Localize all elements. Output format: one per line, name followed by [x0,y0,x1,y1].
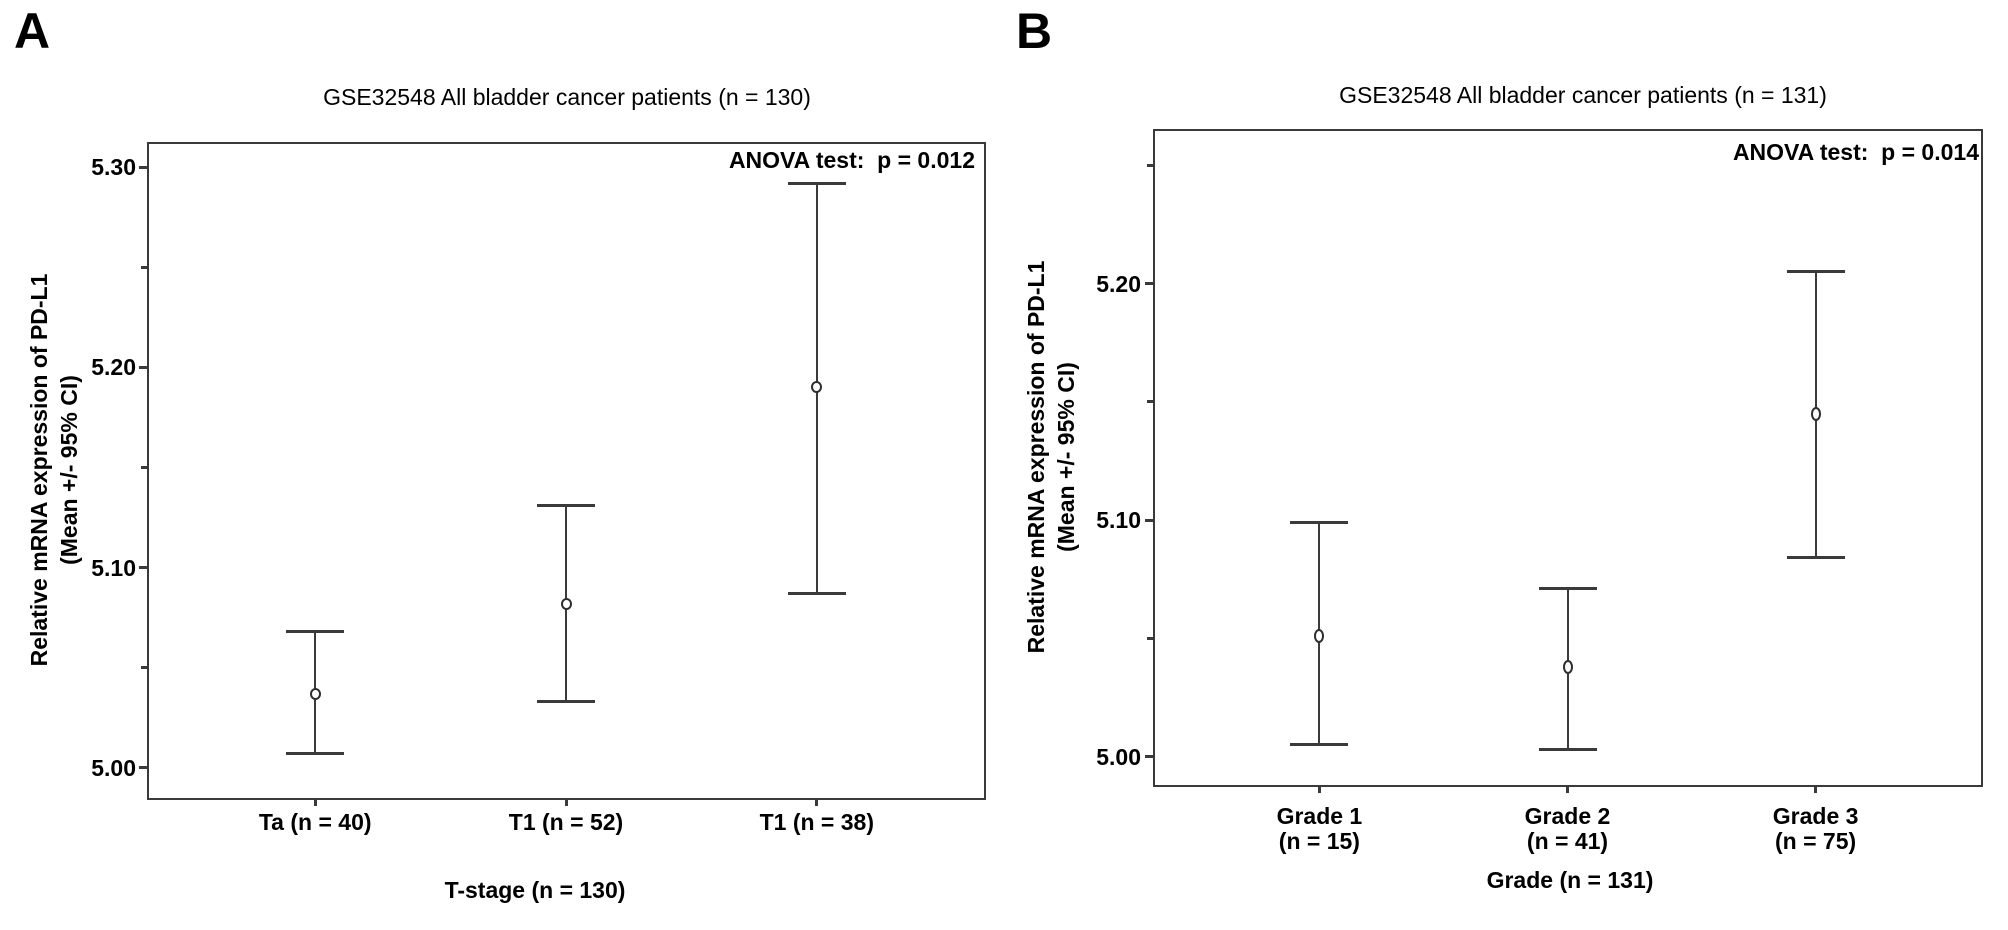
panel-b-letter: B [1016,3,1053,59]
y-tick-label: 5.00 [91,754,136,781]
x-category-label [760,810,874,835]
panel-b-x-axis-title: Grade (n = 131) [1486,867,1654,893]
y-tick-label: 5.00 [1096,743,1141,770]
panel-a-x-axis-title: T-stage (n = 130) [444,877,626,903]
panel-a-y-axis-title-line1: Relative mRNA expression of PD-L1 [26,273,52,667]
x-category-label [509,810,623,835]
x-category-label-line: Ta (n = 40) [258,809,372,835]
panel-b-y-axis-title [1021,197,1083,717]
y-tick-label: 5.20 [1096,270,1141,297]
panel-b-anova-annotation: ANOVA test: p = 0.014 [1732,139,1979,165]
x-category-label [1277,804,1363,854]
x-category-label-line: Grade 2 [1524,803,1611,829]
x-category-label [1525,804,1611,854]
x-category-label-line: (n = 15) [1278,828,1360,854]
panel-a-y-axis-title-line2: (Mean +/- 95% CI) [56,375,82,565]
panel-b-plot-frame [1153,129,1983,787]
x-category-label [259,810,372,835]
y-tick-label: 5.20 [91,354,136,381]
x-category-label-line: T1 (n = 52) [508,809,624,835]
panel-a-letter: A [14,3,51,59]
panel-a-y-axis-title [24,210,86,730]
y-tick-label: 5.10 [1096,507,1141,534]
x-category-label-line: (n = 41) [1526,828,1609,854]
panel-a-plot-frame [147,142,986,800]
y-tick-label: 5.10 [91,554,136,581]
y-tick-label: 5.30 [91,154,136,181]
panel-a-chart-title: GSE32548 All bladder cancer patients (n = 130) [323,84,811,110]
x-category-label-line: (n = 75) [1775,828,1857,854]
panel-b-y-axis-title-line1: Relative mRNA expression of PD-L1 [1023,260,1049,654]
x-category-label [1773,804,1859,854]
panel-b-chart-title: GSE32548 All bladder cancer patients (n = 131) [1339,82,1827,108]
x-category-label-line: Grade 1 [1276,803,1363,829]
x-category-label-line: T1 (n = 38) [759,809,874,835]
x-category-label-line: Grade 3 [1772,803,1859,829]
panel-a-anova-annotation: ANOVA test: p = 0.012 [728,147,975,173]
panel-b-y-axis-title-line2: (Mean +/- 95% CI) [1053,362,1079,552]
